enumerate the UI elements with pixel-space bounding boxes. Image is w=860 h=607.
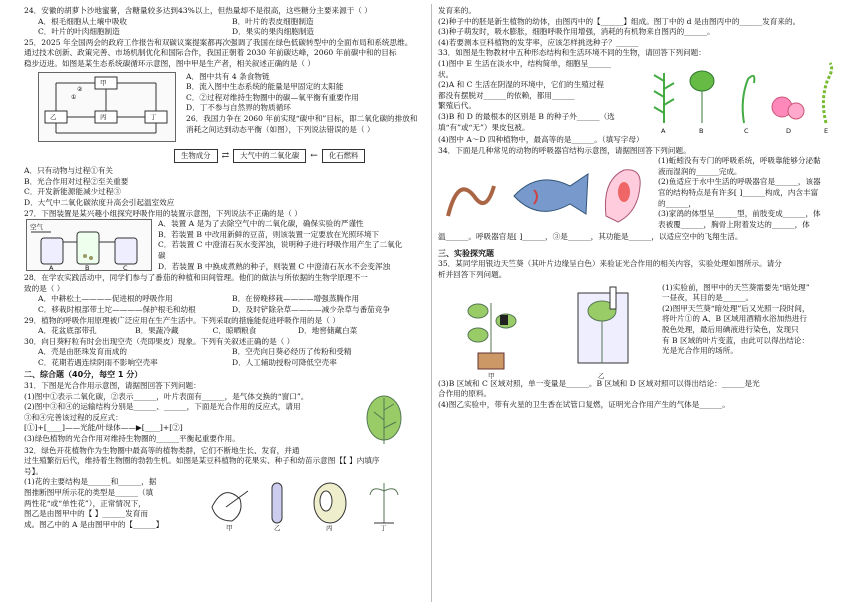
q33-sub2: 状。: [438, 69, 454, 79]
q26-line2: 消耗之间达到动态平衡（如图），下列说法错误的是（ ）: [186, 124, 375, 134]
q35-line1: 35．某同学用银边天竺葵（其叶片边缘呈白色）来验证光合作用的相关内容，实验处理如图所示。请分: [438, 259, 782, 269]
arrow-icon: ←: [310, 150, 318, 161]
q34-sub2: 液而湿润的______完成。: [658, 166, 742, 176]
q28-option-c: C．移栽时根部带土坨————保护根毛和幼根: [38, 304, 196, 314]
fig-air-label: 空气: [30, 223, 43, 232]
flower-fruit-seed-figure: [204, 477, 418, 531]
q33-sub3: (2)A 和 C 生活在阴湿的环境中，它们的生殖过程: [438, 80, 604, 90]
q33-sub7: 填“有”或“无”）果皮包被。: [438, 122, 530, 132]
q32-line3: 号】。: [24, 466, 43, 476]
organism-label-d: D: [786, 126, 792, 135]
q31-sub1: (1)图中①表示二氧化碳，②表示______，叶片表面有______，是气体交换的“窗口”。: [24, 391, 309, 401]
arrow-icon: ⇄: [221, 150, 230, 161]
organism-label-e: E: [824, 126, 829, 135]
q25-line2: 通过技术创新、政策完善、市场机制优化和国际合作，我国正朝着 2030 年前碳达峰，2060 年前碳中和的目标: [24, 48, 397, 58]
carbon-neutral-diagram: [24, 149, 426, 164]
q27-option-d: D．若装置 B 中换成煮熟的种子，则装置 C 中澄清石灰水不会变浑浊: [158, 261, 391, 271]
q26-line1: 26．我国力争在 2060 年前实现“碳中和”目标，即二氧化碳的排放和: [186, 113, 418, 123]
q24-stem: 24．安徽的胡萝卜沙地蜜薯，含糖量较多达到43%以上，但热量却不是很高，这些糖分主要来源于（ ）: [24, 6, 372, 15]
q30-option-c: C．花期若遇连续阴雨不影响空壳率: [38, 357, 158, 367]
node-yi: 乙: [50, 112, 57, 121]
q32-sub2: 图推断图甲所示花的类型是______（填: [24, 488, 154, 498]
section-2-heading: 二、综合题（40分，每空 1 分）: [24, 370, 143, 380]
node-jia: 甲: [100, 78, 107, 87]
q30-option-d: D．人工辅助授粉可降低空壳率: [232, 357, 337, 367]
q24-option-d: D．果实的果肉细胞制造: [232, 27, 315, 37]
q35-sub7: 光是光合作用的场所。: [662, 346, 738, 356]
fig-label-a: A: [49, 264, 54, 273]
q35-sub2: 一昼夜，其目的是______。: [662, 293, 754, 303]
q31-equation: [①]+[____]——光能/叶绿体——▶[____]+[②]: [24, 423, 183, 433]
q28-line1: 28．在学农实践活动中，同学们参与了番茄的种植和田间管理。他们的做法与所依据的生物学原理不一: [24, 273, 368, 283]
q33-sub4: 都没有摆脱对______的依赖，都用______: [438, 90, 575, 100]
q34-sub8: 温______。呼吸器官是[ ]______，③是______，其功能是______，以适应空中的飞翔生活。: [438, 232, 743, 242]
q30-stem: 30．向日葵籽粒有时会出现空壳（壳即果皮）现象。下列有关叙述正确的是（ ）: [24, 336, 295, 346]
caption-jia: 甲: [488, 371, 495, 380]
q34-sub7: 表被覆______，胸骨上附着发达的______，体: [658, 219, 810, 229]
q28-line2: 致的是（ ）: [24, 283, 65, 293]
q32-sub5: 成。图乙中的 A 是由图甲中的【______】: [24, 519, 164, 529]
q34-stem: 34．下面是几种常见的动物的呼吸器官结构示意图，请据图回答下列问题。: [438, 145, 691, 155]
right-column: [438, 6, 840, 410]
q32-sub1: (1)花的主要结构是______和______，据: [24, 477, 157, 487]
q30-option-b: B．空壳向日葵必经历了传粉和受精: [232, 347, 352, 357]
q29-stem: 29．植物的呼吸作用原理被广泛应用在生产生活中。下列采取的措施能促进呼吸作用的是（ ）: [24, 315, 340, 325]
box-fossil-fuel: 化石燃料: [322, 149, 366, 164]
q32-sub3: 两性花“或“单性花”），正常情况下，: [24, 498, 146, 508]
svg-text:①: ①: [71, 93, 77, 101]
node-bing: 丙: [100, 112, 107, 121]
q32-cont-1: 发育来的。: [438, 6, 476, 15]
organisms-svg: [644, 59, 840, 135]
respiration-apparatus-figure: [26, 219, 152, 271]
q26-option-a: A．只有动物与过程①有关: [24, 166, 114, 176]
carbon-cycle-diagram: [38, 72, 176, 142]
q27-option-b: B．若装置 B 中改用新鲜的豆苗，则该装置一定要放在光照环境下: [158, 229, 380, 239]
q33-sub5: 繁殖后代。: [438, 101, 476, 111]
q28-option-a: A．中耕松土————促进根的呼吸作用: [38, 294, 173, 304]
q24-option-c: C．叶片的叶肉细胞制造: [38, 27, 120, 37]
caption-yi: 乙: [598, 371, 605, 380]
q24-option-b: B．叶片的表皮细胞制造: [232, 16, 314, 26]
q32-line2: 过生殖繁衍后代，维持着生物圈的勃勃生机。如图是某豆科植物的花果实、种子和幼苗示意图【【 】内填序: [24, 456, 380, 466]
q31-sub5: (3)绿色植物的光合作用对维持生物圈的______平衡起重要作用。: [24, 434, 240, 444]
q34-sub3: (2)鱼适应于水中生活的呼吸器官是______，该器: [658, 177, 821, 187]
q33-sub8: (4)图中 A～D 四种植物中，最高等的是______。（填写字母）: [438, 134, 644, 144]
q35-sub5: 脱色处理，最后用碘液进行染色，发现只: [662, 324, 799, 334]
q31-title: 31．下图是光合作用示意图，请据图回答下列问题：: [24, 381, 201, 391]
q26-option-b: B．光合作用对过程②至关重要: [24, 176, 129, 186]
node-ding: 丁: [150, 112, 157, 121]
organism-label-a: A: [661, 126, 666, 135]
q25-line1: 25．2025 年全国两会的政府工作报告和双碳议案提案都再次强调了我国在绿色低碳转型中的全面布局和系统思维。: [24, 37, 413, 47]
q33-sub1: (1)图中 E 生活在淡水中，结构简单，细胞呈______: [438, 58, 612, 68]
fig-label-c: C: [123, 264, 128, 273]
q28-option-b: B．在傍晚移栽————增强蒸腾作用: [232, 294, 360, 304]
respiratory-organs-svg: [438, 156, 652, 232]
section-3-heading: 三、实验探究题: [438, 248, 494, 258]
q35-sub10: (4)图乙实验中，带有火星的卫生香在试管口复燃，证明光合作用产生的气体是______。: [438, 399, 730, 409]
q25-option-a: A．图中共有 4 条食物链: [186, 71, 270, 81]
q24-option-a: A．根毛细胞从土壤中吸收: [38, 16, 128, 26]
q26-option-c: C．开发新能源能减少过程③: [24, 187, 121, 197]
respiratory-organs-figure: [438, 156, 652, 232]
caption-yi: 乙: [274, 524, 281, 533]
fig-label-b: B: [85, 264, 90, 273]
q27-option-c2: 碳: [158, 250, 166, 260]
q25-option-c: C．②过程对维持生物圈中的碳—氧平衡有重要作用: [186, 92, 359, 102]
q35-sub8: (3)B 区域和 C 区域对照，单一变量是______。B 区域和 D 区域对照可以得出结论：______是光: [438, 378, 760, 388]
geranium-experiment-figure: [438, 283, 656, 379]
q29-option-a: A．花盆底部带孔: [38, 326, 97, 336]
q27-stem: 27．下图装置是某兴趣小组探究呼吸作用的装置示意图，下列说法不正确的是（ ）: [24, 208, 302, 218]
q35-sub4: 将叶片①的 A、B 区域用酒精水浴加热进行: [662, 314, 807, 324]
caption-ding: 丁: [380, 524, 387, 533]
q31-sub2: (2)图中③和④的运输结构分别是______、______，下面是光合作用的反应式，请用: [24, 402, 301, 412]
q25-option-d: D．丁不参与自然界的物质循环: [186, 103, 291, 113]
q29-option-d: D．地窖储藏白菜: [297, 326, 358, 336]
caption-jia: 甲: [226, 524, 233, 533]
q28-option-d: D．及时铲除杂草————减少杂草与番茄竞争: [232, 304, 390, 314]
q34-sub4: 官的结构特点是有许多[ ]______构成，内含丰富: [658, 187, 819, 197]
column-divider: [431, 4, 432, 602]
q31-sub3: ③和④完善该过程的反应式：: [24, 412, 123, 422]
q26-option-d: D．大气中二氧化碳浓度升高会引起温室效应: [24, 197, 175, 207]
q34-sub5: 的______，: [658, 198, 696, 208]
q35-line2: 析并回答下列问题。: [438, 269, 507, 279]
q25-line3: 稳步迈进。如图是某生态系统碳循环示意图，图中甲是生产者，相关叙述正确的是（ ）: [24, 58, 315, 68]
box-biological-component: 生物成分: [174, 149, 218, 164]
q33-stem: 33．如图是生物教材中五种形态结构和生活环境不同的生物，请回答下列问题：: [438, 48, 706, 58]
q35-sub9: 合作用的原料。: [438, 389, 492, 399]
caption-bing: 丙: [326, 524, 333, 533]
q32-sub-4: (4)若要测本豆科植物的发芽率，应该怎样挑选种子？______: [438, 37, 639, 47]
q35-sub1: (1)实验前，图甲中的天竺葵需要先“暗处理”: [662, 282, 810, 292]
five-organisms-figure: [644, 59, 840, 135]
q32-sub-3: (3)种子萌发时，吸水膨胀，细胞呼吸作用增强，消耗的有机物来自图丙的______。: [438, 27, 715, 37]
svg-text:②: ②: [77, 85, 83, 93]
leaf-figure: [354, 392, 414, 446]
q32-sub-2: (2)种子中的胚是新生植物的幼体，由图丙中的【______】组成。图丁中的 d 是由图丙中的______发育来的。: [438, 16, 801, 26]
organism-label-b: B: [699, 126, 704, 135]
q33-sub6: (3)B 和 D 的最根本的区别是 B 的种子外______（选: [438, 111, 615, 121]
q29-option-b: B．果蔬冷藏: [135, 326, 179, 336]
organism-label-c: C: [744, 126, 749, 135]
leaf-icon: [354, 392, 414, 446]
carbon-cycle-svg: [39, 73, 175, 141]
q34-sub1: (1)蚯蚓没有专门的呼吸系统，呼吸靠能够分泌黏: [658, 156, 821, 166]
q29-option-c: C．晾晒粮食: [212, 326, 257, 336]
q32-line1: 32．绿色开花植物作为生物圈中最高等的植物类群，它们不断地生长、发育，并通: [24, 445, 300, 455]
experiment-svg: [438, 283, 656, 379]
q34-sub6: (3)家鸽的体型呈______型，前肢变成______，体: [658, 209, 821, 219]
left-column: [24, 6, 426, 531]
q32-sub4: 图乙是由图甲中的【 】______发育而: [24, 509, 148, 519]
q35-sub3: (2)图甲天竺葵“暗处理”后又光照一段时间，: [662, 303, 810, 313]
q30-option-a: A．壳是由胚珠发育而成的: [38, 347, 128, 357]
q25-option-b: B．流入图中生态系统的能量是甲固定的太阳能: [186, 82, 344, 92]
q35-sub6: 有 B 区域的叶片变蓝，由此可以得出结论：: [662, 335, 810, 345]
q27-option-c1: C．若装置 C 中澄清石灰水变浑浊，说明种子进行呼吸作用产生了二氧化: [158, 240, 403, 250]
box-atmospheric-co2: 大气中的二氧化碳: [233, 149, 306, 164]
q27-option-a: A．装置 A 是为了去除空气中的二氧化碳，确保实验的严谨性: [158, 219, 364, 229]
